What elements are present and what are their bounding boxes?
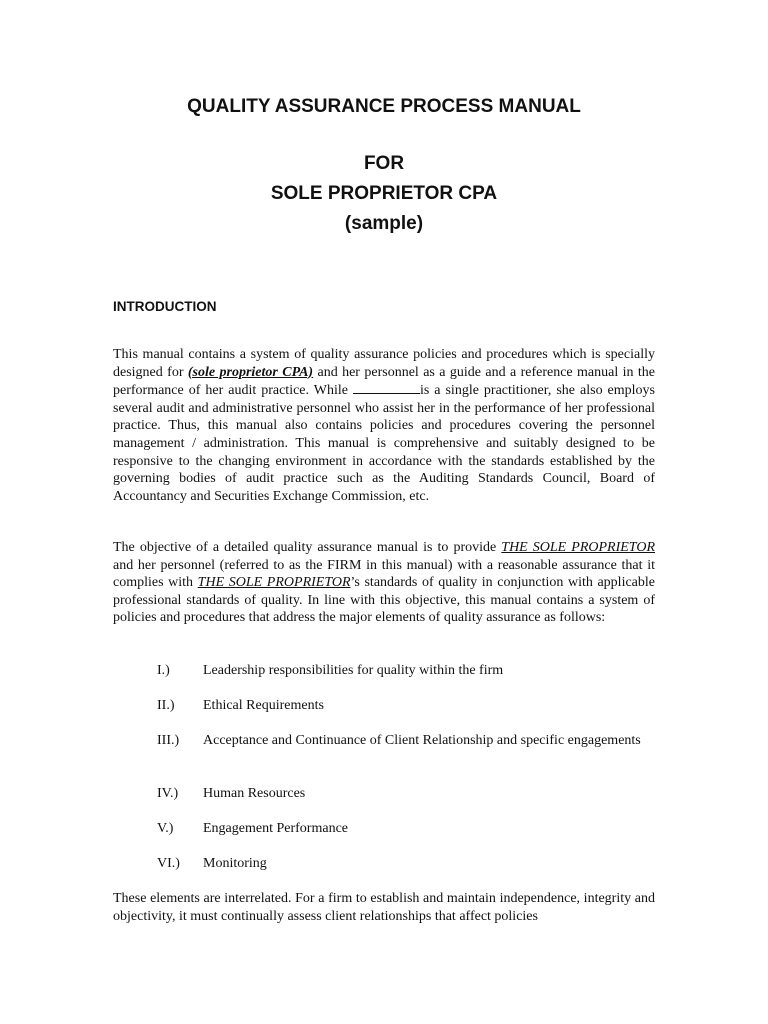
title-subject: SOLE PROPRIETOR CPA	[270, 183, 498, 204]
list-item-text: Engagement Performance	[203, 821, 348, 836]
list-item-number: VI.)	[157, 856, 180, 871]
p1-text-d: is a single practitioner, she also employs several audit and administrative personnel who assist her in the performance of her professional practice. Thus, this manual also contains policies and procedures covering the personnel management / administration. This manual is comprehensive and suitably designed to be responsive to the changing environment in accordance with the standards established by the governing bodies of audit practice such as the Auditing Standards Council, Board of Accountancy and Securities Exchange Commission, etc.	[113, 383, 655, 504]
list-item-number: I.)	[157, 663, 170, 678]
p1-sole-proprietor-cpa: (sole proprietor CPA)	[187, 364, 314, 380]
title-sample: (sample)	[344, 213, 424, 234]
document-title: QUALITY ASSURANCE PROCESS MANUAL	[187, 96, 581, 117]
intro-paragraph-2	[113, 539, 655, 627]
section-heading-introduction: INTRODUCTION	[113, 299, 217, 314]
list-item-text: Ethical Requirements	[203, 698, 324, 713]
list-item-number: II.)	[157, 698, 175, 713]
p1-text-a: This manual contains a system of quality assurance policies and procedures which is specially designed for	[113, 347, 655, 380]
intro-paragraph-3: These elements are interrelated. For a firm to establish and maintain independence, integrity and objectivity, it must continually assess client relationships that affect policies	[113, 891, 655, 924]
p2-text-a: The objective of a detailed quality assurance manual is to provide	[113, 540, 502, 555]
list-item-text: Human Resources	[203, 786, 306, 801]
list-item-number: III.)	[157, 733, 180, 748]
p2-text-c: and her personnel (referred to as the FIRM in this manual) with a reasonable assurance that it complies with	[113, 557, 655, 591]
p2-text-e: ’s standards of quality in conjunction with applicable professional standards of quality. In line with this objective, this manual contains a system of policies and procedures that address the major elements of quality assurance as follows:	[113, 575, 655, 626]
list-item-number: IV.)	[157, 786, 179, 801]
list-item-text: Leadership responsibilities for quality within the firm	[203, 663, 504, 678]
p2-the-sole-proprietor-2: THE SOLE PROPRIETOR	[197, 575, 351, 591]
p1-text-c: and her personnel as a guide and a reference manual in the performance of her audit practice. While	[113, 364, 656, 399]
list-item-number: V.)	[157, 821, 174, 836]
intro-paragraph-1	[113, 346, 655, 505]
list-item-text: Monitoring	[203, 856, 267, 871]
p1-blank-line	[353, 381, 420, 394]
title-for: FOR	[363, 153, 405, 174]
list-item-text: Acceptance and Continuance of Client Relationship and specific engagements	[203, 733, 641, 748]
p2-the-sole-proprietor-1: THE SOLE PROPRIETOR	[501, 540, 655, 555]
